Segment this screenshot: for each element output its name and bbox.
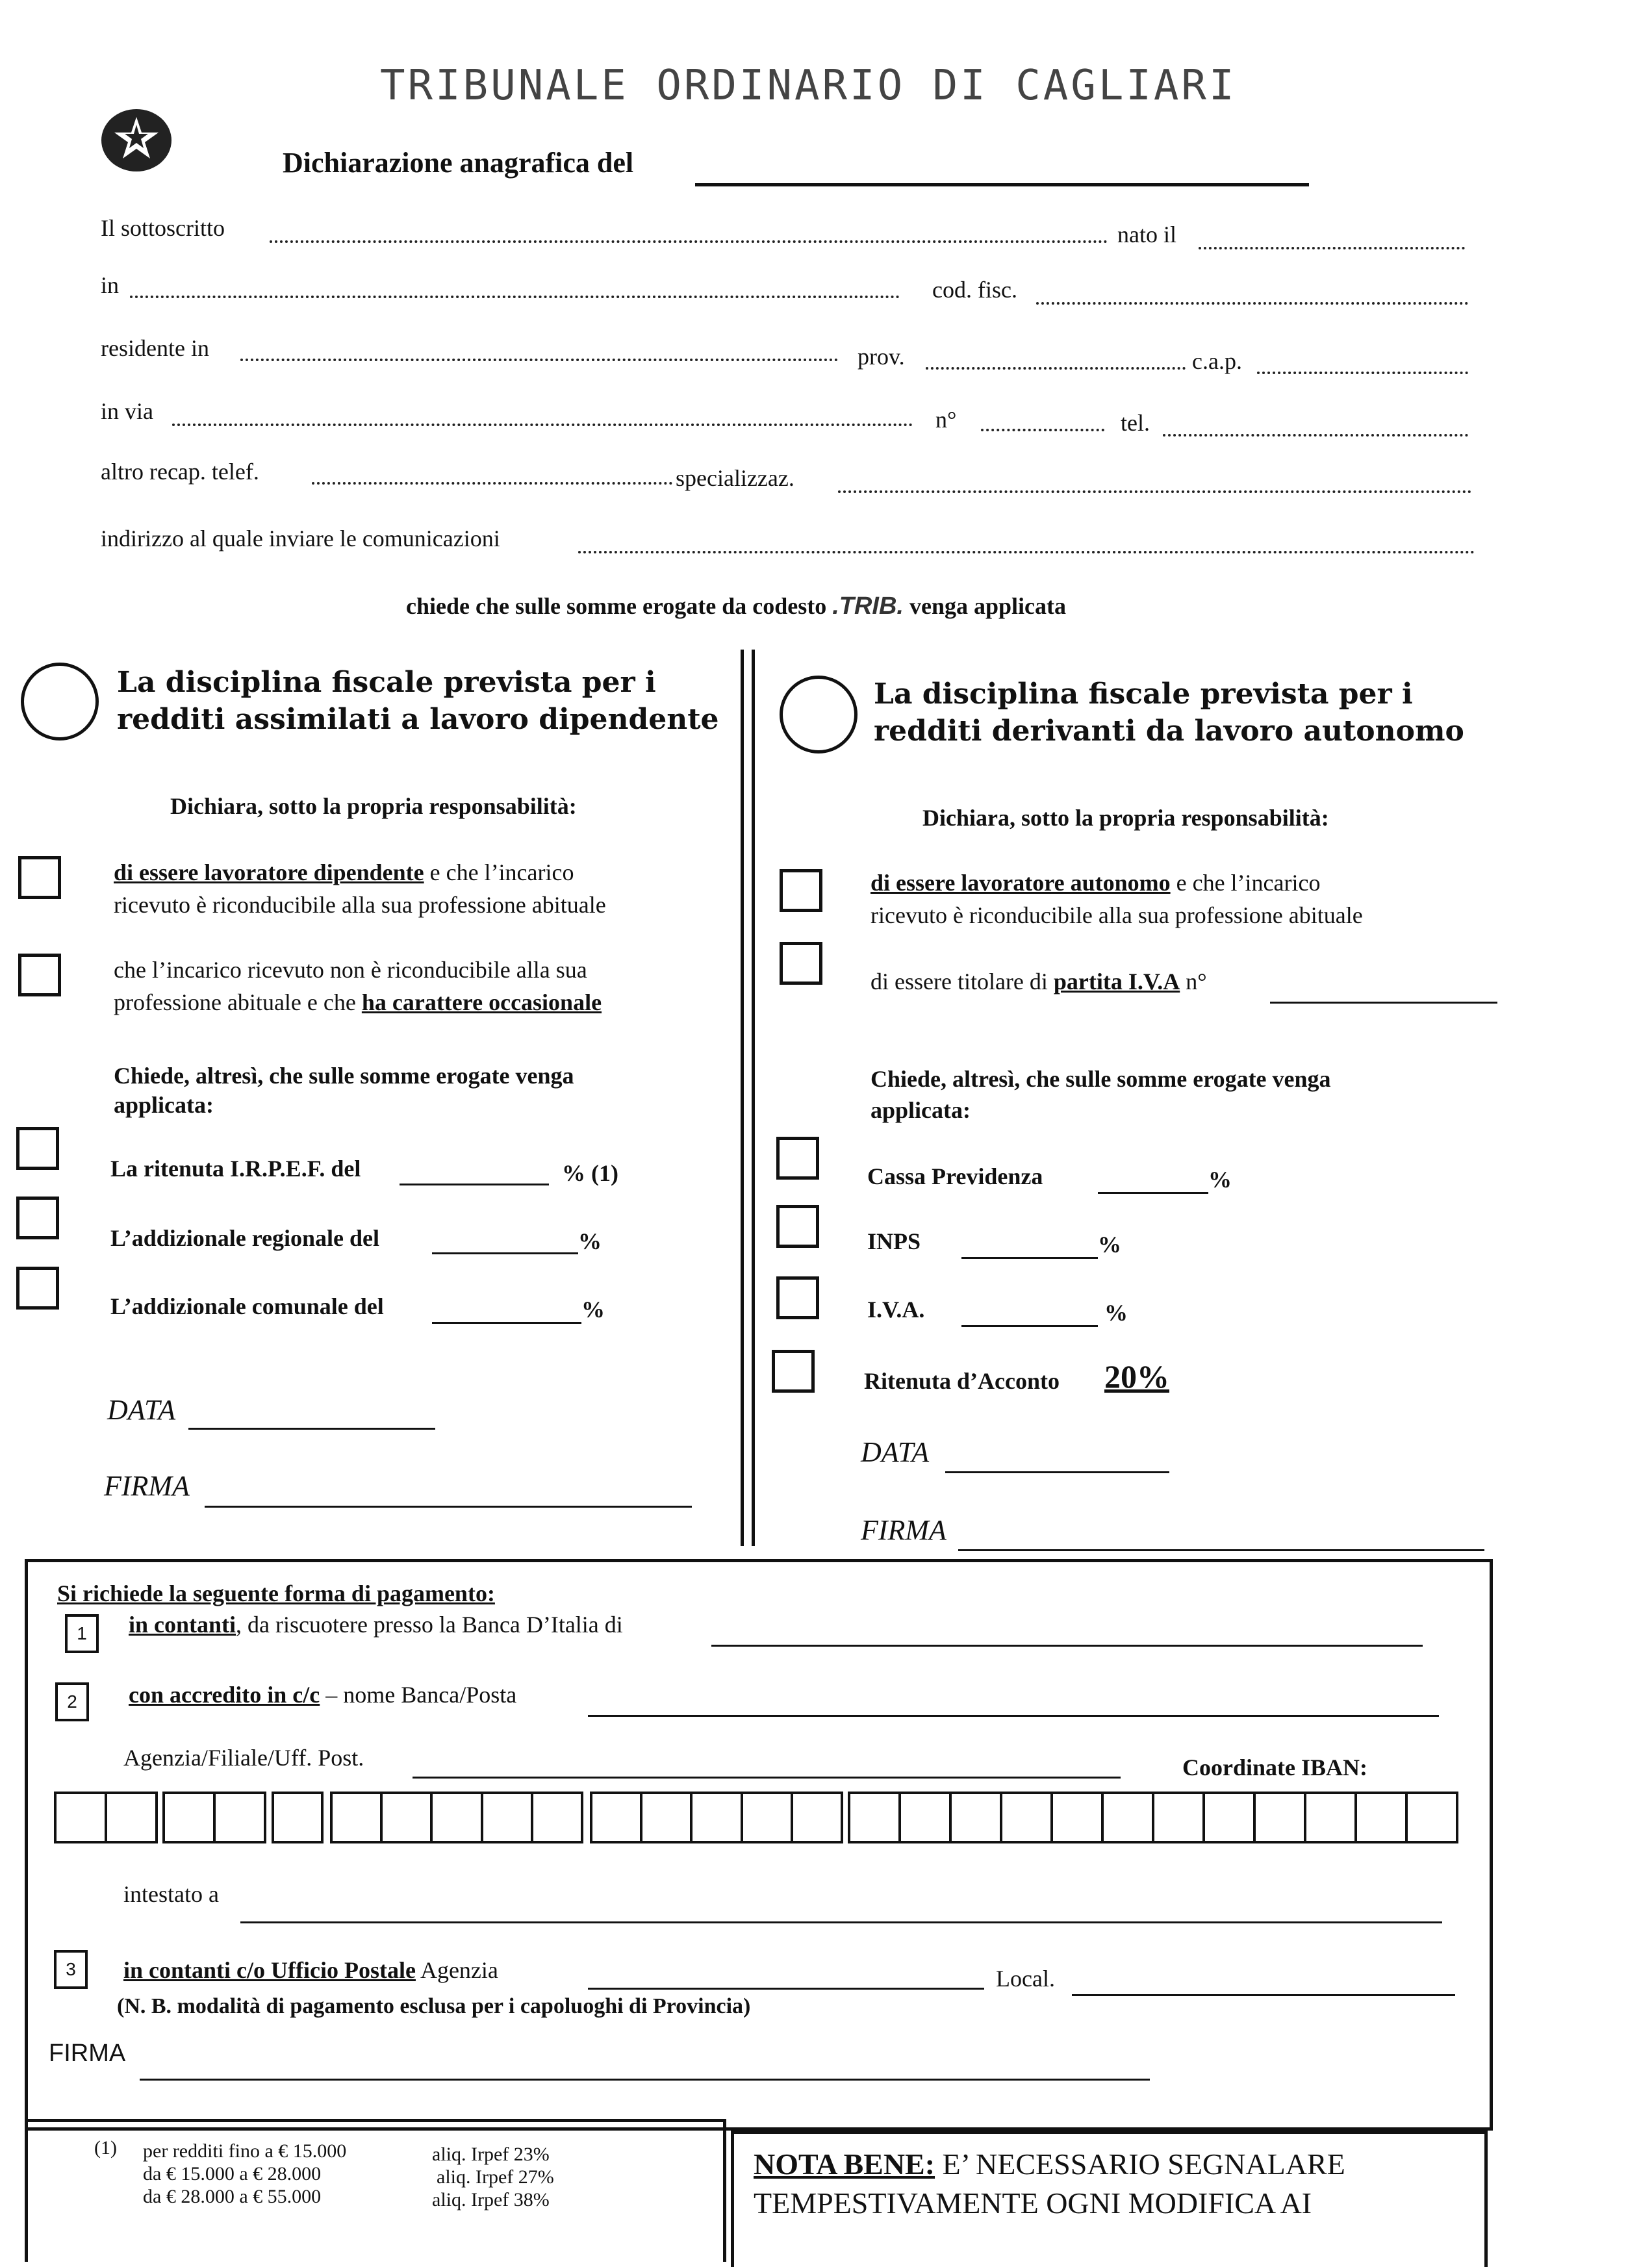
- left-firma-field[interactable]: [205, 1506, 692, 1508]
- ritenuta-label: Ritenuta d’Acconto: [864, 1368, 1060, 1394]
- left-chiede-2: applicata:: [114, 1092, 214, 1118]
- right-opt1-underlined: di essere lavoratore autonomo: [870, 870, 1171, 896]
- right-heading-2: redditi derivanti da lavoro autonomo: [874, 715, 1464, 748]
- cod-fisc-label: cod. fisc.: [932, 277, 1017, 303]
- iban-group-1[interactable]: [54, 1792, 158, 1843]
- right-checkbox-ritenuta[interactable]: [772, 1350, 815, 1393]
- nato-il-field[interactable]: [1199, 247, 1465, 249]
- cod-fisc-field[interactable]: [1036, 302, 1468, 305]
- ritenuta-value: 20%: [1104, 1358, 1169, 1395]
- right-firma-field[interactable]: [958, 1549, 1484, 1551]
- cassa-field[interactable]: [1098, 1192, 1208, 1194]
- inps-percent: %: [1098, 1232, 1121, 1258]
- right-opt2-pre: di essere titolare di: [870, 969, 1048, 994]
- via-field[interactable]: [172, 424, 913, 426]
- altro-recap-label: altro recap. telef.: [101, 459, 259, 485]
- payment-option-3-underlined: in contanti c/o Ufficio Postale: [123, 1957, 416, 1983]
- sottoscritto-field[interactable]: [270, 240, 1108, 243]
- numero-label: n°: [935, 407, 957, 433]
- payment-option-3-text: [123, 1957, 498, 1984]
- birthplace-field[interactable]: [130, 296, 900, 298]
- footnote-range-2: da € 15.000 a € 28.000: [143, 2163, 322, 2185]
- numero-field[interactable]: [981, 429, 1104, 431]
- right-opt1-line1: [870, 869, 1320, 896]
- right-chiede-2: applicata:: [870, 1097, 971, 1123]
- right-opt2-post: n°: [1186, 969, 1207, 994]
- specializzaz-label: specializzaz.: [676, 465, 794, 491]
- payment-firma-field[interactable]: [140, 2079, 1150, 2081]
- partita-iva-field[interactable]: [1270, 1002, 1497, 1004]
- altro-recap-field[interactable]: [312, 482, 672, 485]
- iban-group-4[interactable]: [330, 1792, 583, 1843]
- nato-il-label: nato il: [1117, 222, 1176, 247]
- indirizzo-label: indirizzo al quale inviare le comunicazioni: [101, 526, 500, 551]
- iva-percent: %: [1104, 1300, 1128, 1326]
- right-firma-label: FIRMA: [861, 1514, 947, 1546]
- court-stamp: TRIBUNALE ORDINARIO DI CAGLIARI: [380, 62, 1237, 110]
- prov-label: prov.: [858, 344, 905, 370]
- right-heading-1: La disciplina fiscale prevista per i: [874, 678, 1413, 711]
- right-chiede-1: Chiede, altresì, che sulle somme erogate venga: [870, 1066, 1331, 1092]
- left-data-label: DATA: [107, 1394, 176, 1426]
- payment-option-2-text: [129, 1681, 516, 1708]
- payment-nb: (N. B. modalità di pagamento esclusa per i capoluoghi di Provincia): [117, 1994, 751, 2018]
- payment-option-2-underlined: con accredito in c/c: [129, 1682, 320, 1708]
- request-after: venga applicata: [909, 593, 1067, 619]
- footnote-range-1: per redditi fino a € 15.000: [143, 2140, 347, 2162]
- payment-firma-label: FIRMA: [49, 2040, 126, 2067]
- payment-option-1-rest: , da riscuotere presso la Banca D’Italia di: [236, 1612, 623, 1638]
- italian-republic-emblem-icon: [97, 103, 175, 174]
- irpef-field[interactable]: [400, 1184, 549, 1185]
- right-data-label: DATA: [861, 1436, 930, 1468]
- left-chiede-1: Chiede, altresì, che sulle somme erogate venga: [114, 1063, 574, 1089]
- comunale-label: L’addizionale comunale del: [110, 1293, 384, 1319]
- agenzia-label: Agenzia/Filiale/Uff. Post.: [123, 1745, 364, 1771]
- iban-label: Coordinate IBAN:: [1182, 1754, 1367, 1780]
- ufficio-agenzia-field[interactable]: [588, 1988, 984, 1990]
- cassa-label: Cassa Previdenza: [867, 1163, 1043, 1189]
- left-opt2-line2: [114, 989, 602, 1016]
- request-text: [406, 592, 1066, 620]
- nota-label: NOTA BENE:: [754, 2147, 935, 2181]
- residente-label: residente in: [101, 335, 209, 361]
- agenzia-field[interactable]: [413, 1777, 1121, 1779]
- right-checkbox-autonomo[interactable]: [780, 869, 822, 912]
- regionale-percent: %: [578, 1228, 602, 1254]
- banca-italia-field[interactable]: [711, 1645, 1423, 1647]
- iban-group-2[interactable]: [162, 1792, 266, 1843]
- nota-line-2: TEMPESTIVAMENTE OGNI MODIFICA AI: [754, 2186, 1312, 2220]
- right-opt1-rest: e che l’incarico: [1176, 870, 1321, 896]
- tel-label: tel.: [1121, 410, 1150, 436]
- request-handwritten: .TRIB.: [832, 592, 904, 620]
- comunale-field[interactable]: [432, 1322, 581, 1324]
- right-checkbox-cassa[interactable]: [776, 1137, 819, 1180]
- regionale-field[interactable]: [432, 1252, 578, 1254]
- intestato-label: intestato a: [123, 1881, 219, 1907]
- in-label: in: [101, 272, 120, 298]
- footnote-rate-2: aliq. Irpef 27%: [437, 2166, 554, 2188]
- regionale-label: L’addizionale regionale del: [110, 1225, 380, 1251]
- left-opt2-underlined: ha carattere occasionale: [361, 989, 602, 1015]
- left-checkbox-regionale[interactable]: [16, 1197, 59, 1239]
- footnote-rate-3: aliq. Irpef 38%: [432, 2189, 550, 2210]
- payment-heading: Si richiede la seguente forma di pagamento:: [57, 1580, 495, 1606]
- tel-field[interactable]: [1163, 434, 1468, 437]
- right-option-radio[interactable]: [780, 676, 858, 754]
- iva-label: I.V.A.: [867, 1297, 925, 1323]
- right-opt2-line: [870, 968, 1207, 995]
- local-field[interactable]: [1072, 1994, 1455, 1996]
- left-heading-1: La disciplina fiscale prevista per i: [117, 666, 656, 699]
- iva-field[interactable]: [961, 1325, 1098, 1327]
- left-opt1-rest: e che l’incarico: [429, 859, 574, 885]
- indirizzo-field[interactable]: [578, 551, 1475, 553]
- right-declares: Dichiara, sotto la propria responsabilità:: [922, 805, 1329, 831]
- nota-text-1: E’ NECESSARIO SEGNALARE: [942, 2147, 1345, 2181]
- iban-group-3[interactable]: [272, 1792, 324, 1843]
- inps-field[interactable]: [961, 1257, 1098, 1259]
- column-divider: [741, 650, 755, 1546]
- intestato-field[interactable]: [240, 1921, 1442, 1923]
- payment-option-1-box[interactable]: 1: [65, 1614, 99, 1653]
- irpef-label: La ritenuta I.R.P.E.F. del: [110, 1156, 361, 1182]
- right-checkbox-partita-iva[interactable]: [780, 942, 822, 985]
- page-title: Dichiarazione anagrafica del: [283, 147, 634, 179]
- left-checkbox-occasionale[interactable]: [18, 954, 61, 996]
- right-checkbox-iva[interactable]: [776, 1276, 819, 1319]
- left-opt1-line1: [114, 859, 574, 886]
- left-heading-2: redditi assimilati a lavoro dipendente: [117, 703, 719, 736]
- right-checkbox-inps[interactable]: [776, 1205, 819, 1248]
- residente-field[interactable]: [240, 359, 838, 361]
- left-declares: Dichiara, sotto la propria responsabilità:: [170, 793, 577, 819]
- left-opt2-pre: professione abituale e che: [114, 989, 356, 1015]
- cassa-percent: %: [1208, 1167, 1232, 1193]
- right-opt2-underlined: partita I.V.A: [1053, 969, 1180, 994]
- in-via-label: in via: [101, 398, 153, 424]
- nota-line-1: [754, 2147, 1345, 2181]
- footnote-box: [25, 2119, 726, 2262]
- payment-option-1-text: [129, 1611, 623, 1638]
- left-firma-label: FIRMA: [104, 1470, 190, 1502]
- right-opt1-line2: ricevuto è riconducibile alla sua professione abituale: [870, 902, 1363, 928]
- payment-option-2-rest: – nome Banca/Posta: [325, 1682, 517, 1708]
- left-data-field[interactable]: [188, 1428, 435, 1430]
- footnote-rate-1: aliq. Irpef 23%: [432, 2144, 550, 2165]
- left-opt1-line2: ricevuto è riconducibile alla sua professione abituale: [114, 892, 606, 918]
- left-checkbox-dipendente[interactable]: [18, 856, 61, 899]
- left-checkbox-irpef[interactable]: [16, 1127, 59, 1170]
- footnote-marker: (1): [94, 2137, 117, 2159]
- request-before: chiede che sulle somme erogate da codesto: [406, 593, 827, 619]
- left-opt2-line1: che l’incarico ricevuto non è riconducibile alla sua: [114, 957, 587, 983]
- inps-label: INPS: [867, 1228, 921, 1254]
- payment-option-3-agenzia: Agenzia: [420, 1957, 498, 1983]
- irpef-suffix: % (1): [562, 1160, 618, 1186]
- iban-group-5[interactable]: [590, 1792, 843, 1843]
- cap-field[interactable]: [1257, 372, 1468, 374]
- right-data-field[interactable]: [945, 1471, 1169, 1473]
- local-label: Local.: [996, 1966, 1055, 1992]
- nome-banca-field[interactable]: [588, 1715, 1439, 1717]
- specializzaz-field[interactable]: [838, 490, 1471, 493]
- sottoscritto-label: Il sottoscritto: [101, 215, 225, 241]
- iban-group-6[interactable]: [848, 1792, 1458, 1843]
- payment-option-2-box[interactable]: 2: [55, 1682, 89, 1721]
- left-option-radio[interactable]: [21, 663, 99, 741]
- payment-option-3-box[interactable]: 3: [54, 1950, 88, 1989]
- title-underline: [695, 183, 1309, 186]
- left-opt1-underlined: di essere lavoratore dipendente: [114, 859, 424, 885]
- footnote-range-3: da € 28.000 a € 55.000: [143, 2186, 322, 2207]
- payment-option-1-underlined: in contanti: [129, 1612, 236, 1638]
- left-checkbox-comunale[interactable]: [16, 1267, 59, 1310]
- prov-field[interactable]: [926, 367, 1186, 370]
- comunale-percent: %: [581, 1297, 605, 1323]
- cap-label: c.a.p.: [1192, 348, 1242, 374]
